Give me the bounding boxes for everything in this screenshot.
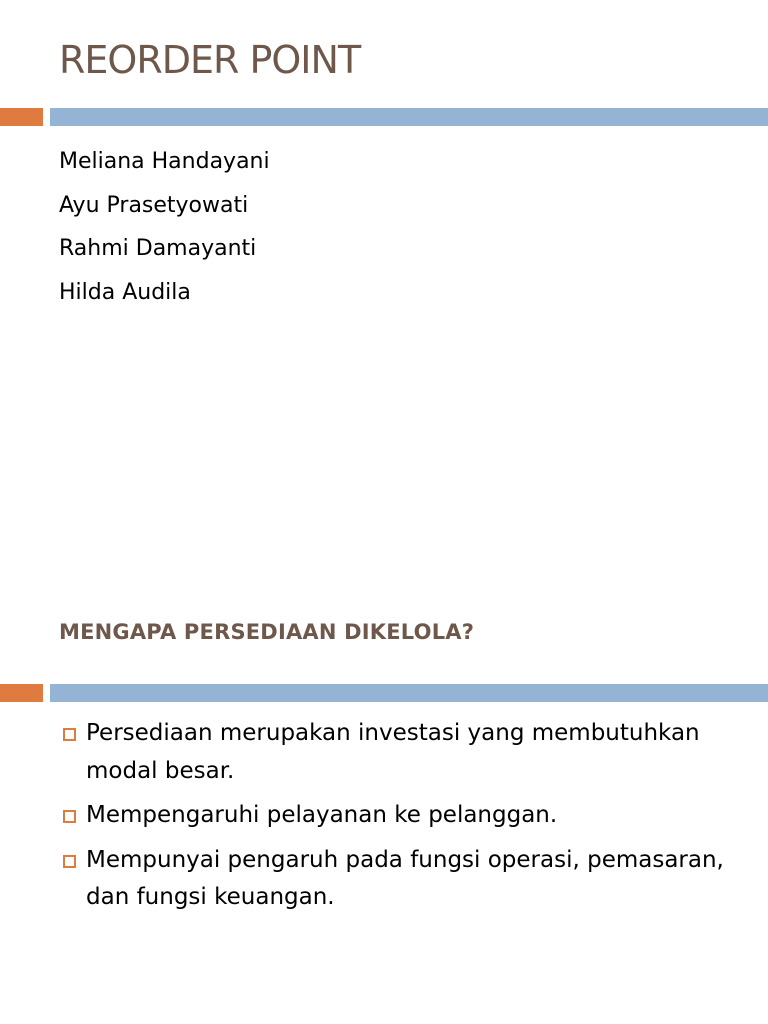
square-bullet-icon (63, 728, 76, 741)
title-accent-bar-orange (0, 108, 43, 126)
bullet-text: Persediaan merupakan investasi yang membutuhkan modal besar. (86, 720, 700, 784)
section-accent-bar-blue (50, 684, 768, 702)
author-name: Meliana Handayani (59, 149, 270, 174)
section-heading: MENGAPA PERSEDIAAN DIKELOLA? (59, 620, 475, 644)
bullet-item (59, 842, 739, 917)
square-bullet-icon (63, 810, 76, 823)
bullet-text: Mempengaruhi pelayanan ke pelanggan. (86, 802, 558, 828)
slide-title: REORDER POINT (59, 38, 361, 82)
bullet-list (59, 715, 739, 924)
author-name: Ayu Prasetyowati (59, 192, 249, 218)
bullet-text: Mempunyai pengaruh pada fungsi operasi, pemasaran, dan fungsi keuangan. (86, 846, 724, 910)
square-bullet-icon (63, 855, 76, 868)
title-accent-bar-blue (50, 108, 768, 126)
bullet-item (59, 797, 739, 835)
author-list (59, 140, 270, 314)
author-name: Hilda Audila (59, 279, 191, 305)
bullet-item (59, 715, 739, 790)
section-accent-bar-orange (0, 684, 43, 702)
author-name: Rahmi Damayanti (59, 236, 257, 261)
